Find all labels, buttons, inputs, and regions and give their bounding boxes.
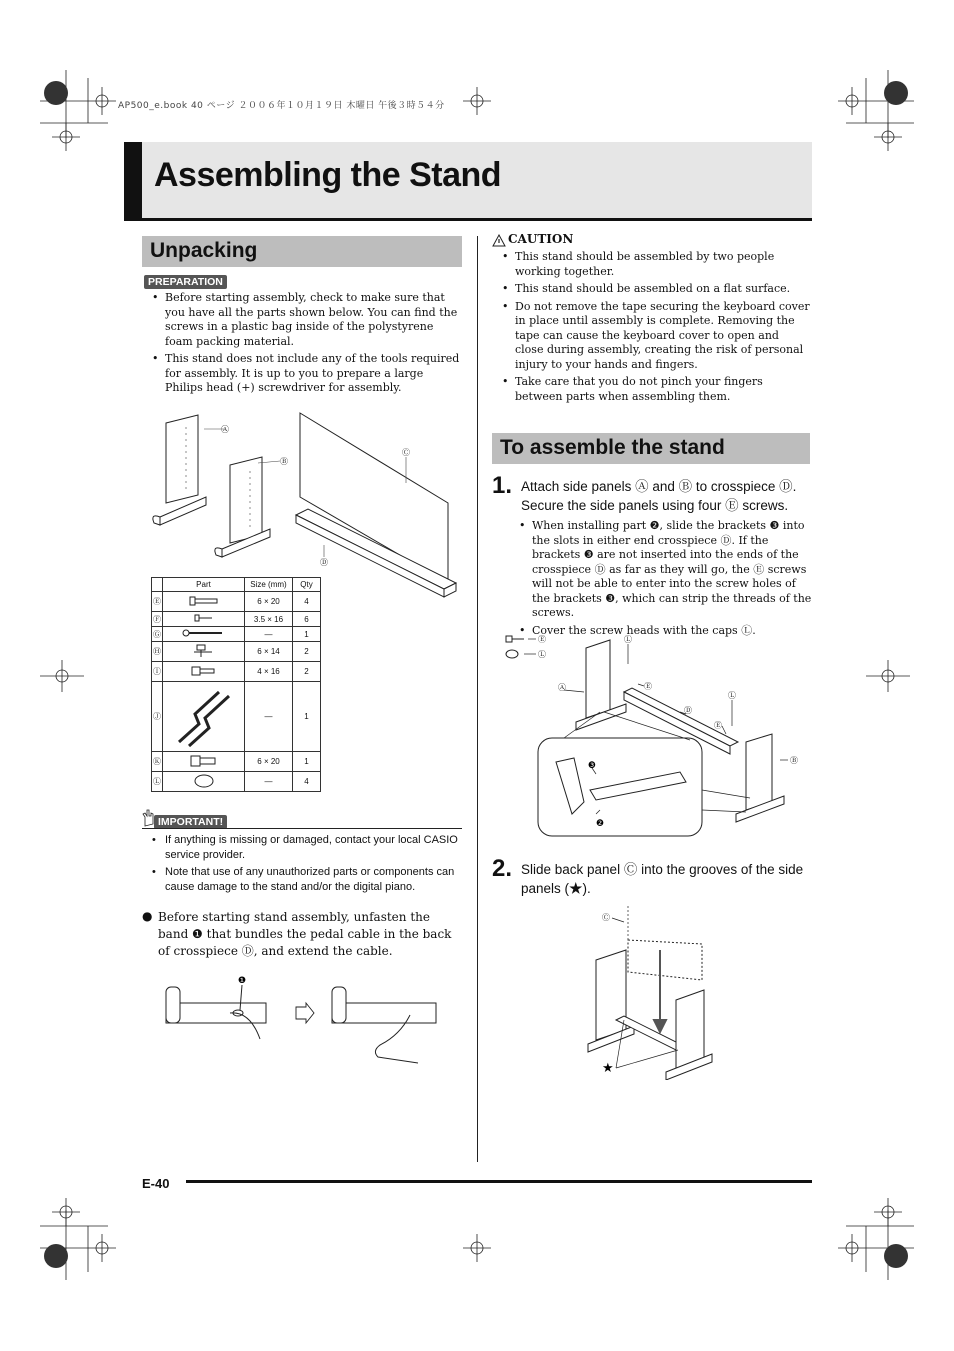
page-number: E-40 bbox=[142, 1176, 170, 1191]
part-image bbox=[163, 662, 245, 682]
part-qty: 1 bbox=[293, 627, 321, 642]
table-header-part: Part bbox=[163, 578, 245, 592]
step-1-notes bbox=[519, 519, 812, 641]
part-image bbox=[163, 612, 245, 627]
title-bar bbox=[124, 142, 812, 221]
part-id: Ⓔ bbox=[152, 592, 163, 612]
list-item: • Note that use of any unauthorized parts or components can cause damage to the stand and/or the digital piano. bbox=[152, 865, 464, 894]
caution-label: CAUTION bbox=[508, 232, 574, 246]
bracket-3-label: ❸ bbox=[588, 761, 597, 771]
part-image bbox=[163, 627, 245, 642]
part-id: Ⓚ bbox=[152, 752, 163, 772]
page-title: Assembling the Stand bbox=[154, 156, 502, 194]
column-divider bbox=[477, 236, 478, 1162]
list-item: • This stand should be assembled by two people working together. bbox=[502, 250, 810, 279]
table-header-qty: Qty bbox=[293, 578, 321, 592]
part-size: 6 × 20 bbox=[245, 592, 293, 612]
part-size: 3.5 × 16 bbox=[245, 612, 293, 627]
list-item: • Before starting assembly, check to make sure that you have all the parts shown below. You can find the screws in a plastic bag inside of the polystyrene foam packing material. bbox=[152, 291, 464, 349]
part-2-label: ❷ bbox=[596, 819, 605, 829]
part-image bbox=[163, 592, 245, 612]
cap-l-label: Ⓛ bbox=[538, 650, 546, 659]
parts-table bbox=[151, 577, 321, 792]
part-image bbox=[163, 752, 245, 772]
step-1-text: Attach side panels Ⓐ and Ⓑ to crosspiece Ⓓ. Secure the side panels using four Ⓔ screws. bbox=[521, 479, 797, 513]
footer-rule bbox=[186, 1180, 812, 1183]
part-id: Ⓘ bbox=[152, 662, 163, 682]
preparation-tag: PREPARATION bbox=[144, 275, 227, 289]
stand-parts-diagram bbox=[148, 405, 468, 605]
panel-b-label: Ⓑ bbox=[790, 756, 798, 765]
part-size: 6 × 14 bbox=[245, 642, 293, 662]
part-id: Ⓛ bbox=[152, 772, 163, 792]
part-image bbox=[163, 682, 245, 752]
table-row bbox=[152, 752, 321, 772]
list-item: • If anything is missing or damaged, contact your local CASIO service provider. bbox=[152, 833, 464, 862]
step-2-diagram bbox=[580, 900, 720, 1080]
panel-c-label: Ⓒ bbox=[602, 913, 610, 922]
part-qty: 2 bbox=[293, 642, 321, 662]
important-list bbox=[152, 833, 464, 897]
part-size: — bbox=[245, 627, 293, 642]
list-item: • Do not remove the tape securing the keyboard cover in place until assembly is complete. Removing the tape can cause the keyboard cover to open and close during assembly, creating the risk of personal injury to your hands and fingers. bbox=[502, 300, 810, 373]
screw-e-label: Ⓔ bbox=[538, 635, 546, 644]
table-row bbox=[152, 627, 321, 642]
part-size: — bbox=[245, 682, 293, 752]
crosspiece-d-label: Ⓓ bbox=[684, 706, 692, 715]
unpacking-heading: Unpacking bbox=[150, 239, 258, 262]
panel-a-label: Ⓐ bbox=[558, 683, 566, 692]
part-c-label: Ⓒ bbox=[402, 448, 410, 457]
unpacking-heading-bar bbox=[142, 236, 462, 267]
table-row bbox=[152, 642, 321, 662]
part-qty: 2 bbox=[293, 662, 321, 682]
part-image bbox=[163, 642, 245, 662]
pedal-cable-diagram bbox=[160, 975, 450, 1075]
important-tag: IMPORTANT! bbox=[154, 815, 227, 829]
part-qty: 4 bbox=[293, 592, 321, 612]
cap-l-label-2: Ⓛ bbox=[624, 635, 632, 644]
assemble-heading-bar bbox=[492, 433, 810, 464]
assemble-heading: To assemble the stand bbox=[500, 436, 725, 459]
warning-triangle-icon bbox=[492, 234, 506, 247]
list-item: • When installing part ❷, slide the brackets ❸ into the slots in either end crosspiece Ⓓ. If the brackets ❸ are not inserted into the ends of the crosspiece Ⓓ as far as they will go, the Ⓔ screws will not be able to enter into the screw holes of the brackets ❸, which can strip the threads of the screws. bbox=[519, 519, 812, 621]
part-b-label: Ⓑ bbox=[280, 457, 288, 466]
cap-l-label-3: Ⓛ bbox=[728, 691, 736, 700]
caution-list bbox=[502, 250, 810, 407]
part-size: 6 × 20 bbox=[245, 752, 293, 772]
part-id: Ⓖ bbox=[152, 627, 163, 642]
table-row bbox=[152, 772, 321, 792]
black-dot-bullet: ● bbox=[142, 909, 153, 923]
table-header-row bbox=[152, 578, 321, 592]
step-1-diagram bbox=[500, 630, 810, 840]
preparation-list bbox=[152, 291, 464, 399]
step-1-number: 1. bbox=[492, 472, 513, 499]
list-item: • Take care that you do not pinch your fingers between parts when assembling them. bbox=[502, 375, 810, 404]
part-id: Ⓙ bbox=[152, 682, 163, 752]
part-image bbox=[163, 772, 245, 792]
title-accent-block bbox=[124, 142, 142, 218]
part-id: Ⓗ bbox=[152, 642, 163, 662]
part-a-label: Ⓐ bbox=[221, 425, 229, 434]
screw-e-label-2: Ⓔ bbox=[644, 682, 652, 691]
print-runner-text: AP500_e.book 40 ページ ２００６年１０月１９日 木曜日 午後３時５４分 bbox=[118, 101, 445, 111]
step-2-number: 2. bbox=[492, 855, 513, 882]
star-icon: ★ bbox=[602, 1061, 614, 1076]
table-row bbox=[152, 662, 321, 682]
list-item: • Cover the screw heads with the caps Ⓛ. bbox=[519, 624, 812, 639]
list-item: • This stand does not include any of the tools required for assembly. It is up to you to prepare a large Philips head (+) screwdriver for assembly. bbox=[152, 352, 464, 396]
part-size: — bbox=[245, 772, 293, 792]
list-item: • This stand should be assembled on a flat surface. bbox=[502, 282, 810, 297]
table-header-blank bbox=[152, 578, 163, 592]
pedal-cable-note: Before starting stand assembly, unfasten the band ❶ that bundles the pedal cable in the back of crosspiece Ⓓ, and extend the cable. bbox=[158, 910, 452, 958]
part-qty: 1 bbox=[293, 682, 321, 752]
screw-e-label-3: Ⓔ bbox=[714, 721, 722, 730]
step-2-text: Slide back panel Ⓒ into the grooves of the side panels (★). bbox=[521, 862, 804, 896]
part-qty: 1 bbox=[293, 752, 321, 772]
part-qty: 4 bbox=[293, 772, 321, 792]
important-rule bbox=[142, 828, 462, 829]
band-label: ❶ bbox=[238, 976, 247, 986]
part-d-label: Ⓓ bbox=[320, 558, 328, 567]
part-size: 4 × 16 bbox=[245, 662, 293, 682]
table-row bbox=[152, 612, 321, 627]
table-row bbox=[152, 592, 321, 612]
part-qty: 6 bbox=[293, 612, 321, 627]
table-row bbox=[152, 682, 321, 752]
table-header-size: Size (mm) bbox=[245, 578, 293, 592]
part-id: Ⓕ bbox=[152, 612, 163, 627]
